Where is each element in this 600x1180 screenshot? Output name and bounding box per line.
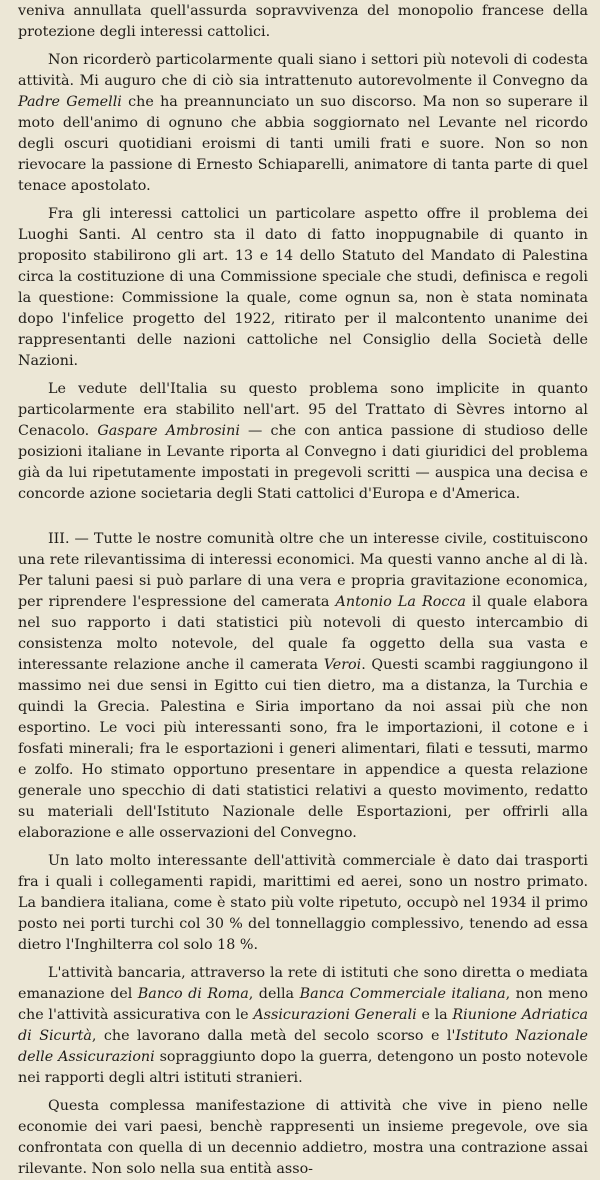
paragraph-3: Fra gli interessi cattolici un particolare aspetto offre il problema dei Luoghi Santi. Al centro sta il dato di fatto inoppugnabile di quanto in proposito stabilirono gli art. 13 e 14 dello Statuto del Mandato di Palestina circa la costituzione di una Commissione speciale che studi, definisca e regoli la questione: Commissione la quale, come ognun sa, non è stata nominata dopo l'infelice progetto del 1922, ritirato per il malcontento unanime dei rappresentanti delle nazioni cattoliche nel Consiglio della Società delle Nazioni.: [18, 206, 588, 369]
paragraph-5-text-b: il quale elabora nel suo rapporto i dati statistici più notevoli di questo intercambio di consistenza molto notevole, del quale fa oggetto della sua vasta e interessante relazione anche il camerata: [18, 594, 588, 673]
name-banco-di-roma: Banco di Roma: [137, 986, 249, 1002]
paragraph-4-text-b: — che con antica passione di studioso delle posizioni italiane in Levante riporta al Convegno i dati giuridici del problema già da lui ripetutamente impostati in pregevoli scritti — auspica una decisa e concorde azione societaria degli Stati cattolici d'Europa e d'America.: [18, 423, 588, 502]
paragraph-1: veniva annullata quell'assurda sopravvivenza del monopolio francese della protezione degli interessi cattolici.: [18, 3, 588, 40]
paragraph-2-text-b: che ha preannunciato un suo discorso. Ma non so superare il moto dell'animo di ognuno che abbia soggiornato nel Levante nel ricordo degli oscuri quotidiani eroismi di tanti umili frati e suore. Non so non rievocare la passione di Ernesto Schiaparelli, animatore di tanta parte di quel tenace apostolato.: [18, 94, 588, 194]
paragraph-5-text-c: . Questi scambi raggiungono il massimo nei due sensi in Egitto cui tien dietro, ma a distanza, la Turchia e quindi la Grecia. Palestina e Siria importano da noi assai più che non esportino. Le voci più interessanti sono, fra le importazioni, il cotone e i fosfati minerali; fra le esportazioni i generi alimentari, filati e tessuti, marmo e zolfo. Ho stimato opportuno presentare in appendice a questa relazione generale uno specchio di dati statistici relativi a questo movimento, redatto su materiali dell'Istituto Nazionale delle Esportazioni, per offrirli alla elaborazione e alle osservazioni del Convegno.: [18, 657, 588, 841]
name-banca-commerciale: Banca Commerciale italiana: [299, 986, 506, 1002]
name-riunione-adriatica: Riunione Adriatica di Sicurtà: [18, 1007, 588, 1044]
name-istituto-nazionale-assicurazioni: Istituto Nazionale delle Assicurazioni: [18, 1028, 588, 1065]
name-antonio-la-rocca: Antonio La Rocca: [335, 594, 466, 610]
paragraph-7-text-b: , della: [248, 986, 300, 1002]
paragraph-8: Questa complessa manifestazione di attività che vive in pieno nelle economie dei vari paesi, benchè rappresenti un insieme pregevole, ove sia confrontata con quella di un decennio addietro, mostra una contrazione assai rilevante. Non solo nella sua entità asso-: [18, 1098, 588, 1177]
paragraph-4: [18, 379, 588, 505]
paragraph-7-text-f: sopraggiunto dopo la guerra, detengono un posto notevole nei rapporti degli altri istituti stranieri.: [18, 1049, 588, 1086]
paragraph-7-text-c: , non meno che l'attività assicurativa con le: [18, 986, 588, 1023]
paragraph-7: [18, 963, 588, 1089]
paragraph-2: [18, 50, 588, 197]
name-gaspare-ambrosini: Gaspare Ambrosini: [97, 423, 240, 439]
name-assicurazioni-generali: Assicurazioni Generali: [253, 1007, 417, 1023]
paragraph-7-text-e: , che lavorano dalla metà del secolo scorso e l': [91, 1028, 456, 1044]
paragraph-4-text-a: Le vedute dell'Italia su questo problema sono implicite in quanto particolarmente era stabilito nell'art. 95 del Trattato di Sèvres intorno al Cenacolo.: [18, 381, 588, 439]
paragraph-5-text-a: III. — Tutte le nostre comunità oltre che un interesse civile, costituiscono una rete rilevantissima di interessi economici. Ma questi vanno anche al di là. Per taluni paesi si può parlare di una vera e propria gravitazione economica, per riprendere l'espressione del camerata: [18, 531, 588, 610]
name-padre-gemelli: Padre Gemelli: [18, 94, 122, 110]
paragraph-7-text-a: L'attività bancaria, attraverso la rete di istituti che sono diretta o mediata emanazione del: [18, 965, 588, 1002]
paragraph-7-text-d: e la: [416, 1007, 453, 1023]
paragraph-2-text-a: Non ricorderò particolarmente quali siano i settori più notevoli di codesta attività. Mi auguro che di ciò sia intrattenuto autorevolmente il Convegno da: [18, 52, 588, 89]
paragraph-5-section-iii: [18, 529, 588, 844]
name-veroi: Veroi: [323, 657, 362, 673]
paragraph-6: Un lato molto interessante dell'attività commerciale è dato dai trasporti fra i quali i collegamenti rapidi, marittimi ed aerei, sono un nostro primato. La bandiera italiana, come è stato più volte ripetuto, occupò nel 1934 il primo posto nei porti turchi col 30 % del tonnellaggio complessivo, tenendo ad essa dietro l'Inghilterra col solo 18 %.: [18, 853, 588, 953]
